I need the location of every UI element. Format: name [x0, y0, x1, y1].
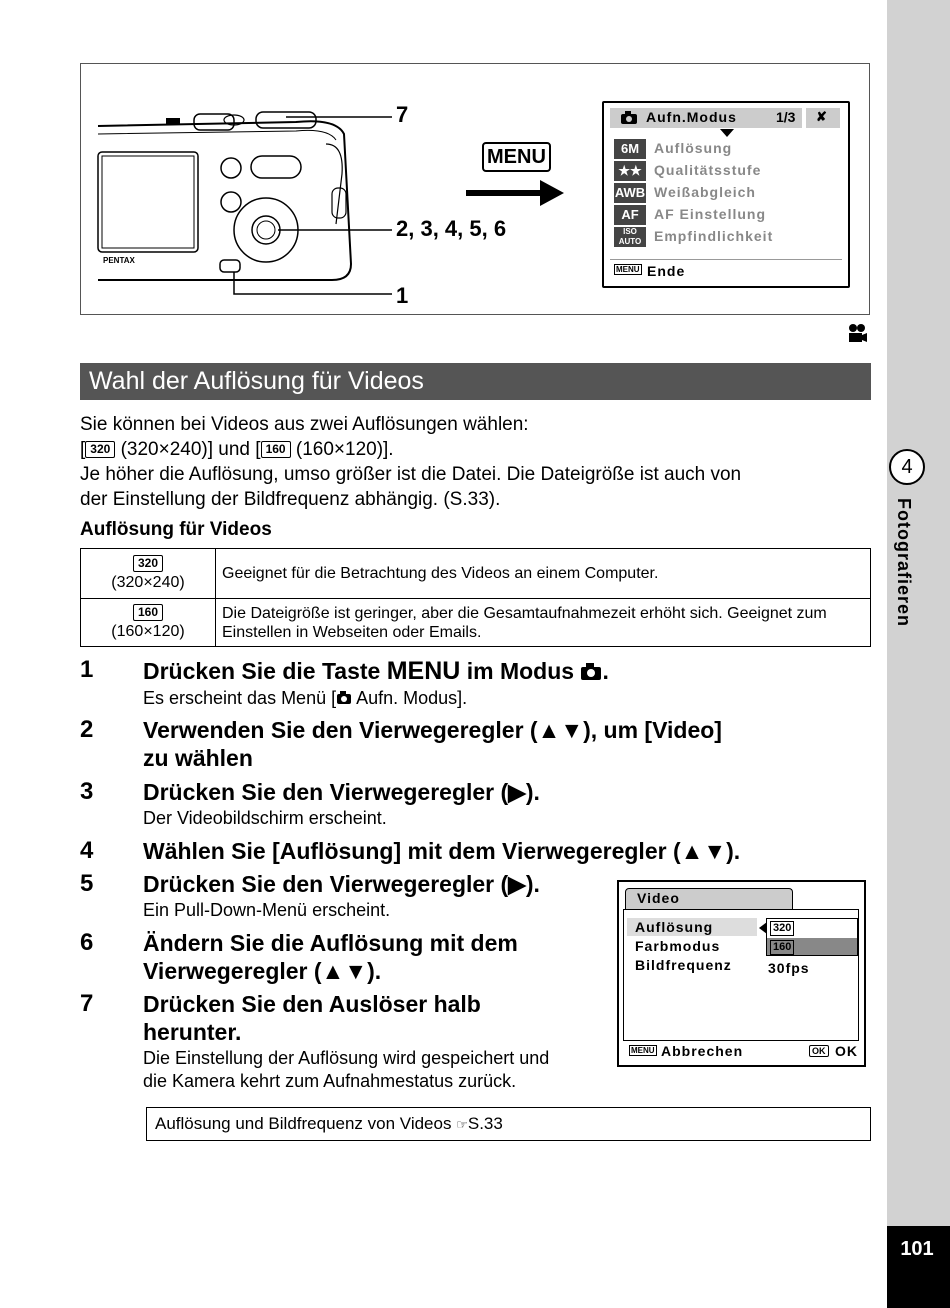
cancel-label: Abbrechen	[661, 1043, 744, 1059]
resolution-160-icon: 160	[770, 940, 794, 955]
intro-text: (320×240)] und [	[120, 439, 261, 460]
step-text: Drücken Sie die Taste	[143, 658, 387, 684]
menu-item-label: Qualitätsstufe	[654, 162, 762, 178]
step-text: Verwenden Sie den Vierwegeregler (▲▼), um [Video]	[143, 717, 722, 743]
ok-label: OK	[835, 1043, 858, 1059]
step-text: herunter.	[143, 1019, 242, 1045]
resolution-size: (160×120)	[111, 623, 185, 640]
side-tab	[887, 0, 950, 1308]
intro-line: [ 320 (320×240)] und [ 160 (160×120)].	[80, 439, 394, 460]
menu-key-icon: MENU	[631, 1046, 655, 1055]
step-title	[143, 929, 518, 985]
ok-key-icon: OK	[809, 1045, 829, 1057]
step-number: 3	[80, 778, 94, 805]
menu-item-icon: ISO AUTO	[614, 227, 646, 247]
resolution-320-icon: 320	[85, 441, 115, 458]
video-tab-label: Video	[637, 890, 680, 906]
step-title: Wählen Sie [Auflösung] mit dem Vierwegeregler (▲▼).	[143, 838, 741, 864]
table-heading: Auflösung für Videos	[80, 519, 272, 540]
page-number: 101	[900, 1238, 934, 1260]
table-row	[81, 549, 871, 599]
reference-pointer-icon: ☞	[456, 1117, 468, 1132]
menu-button-icon: MENU	[482, 142, 551, 172]
resolution-320-icon: 320	[133, 555, 163, 572]
step-title: Drücken Sie den Vierwegeregler (▶).	[143, 871, 540, 897]
table-row	[81, 599, 871, 647]
step-subtext: Der Videobildschirm erscheint.	[143, 808, 387, 828]
intro-line: der Einstellung der Bildfrequenz abhängig. (S.33).	[80, 489, 501, 510]
step-text: Ändern Sie die Auflösung mit dem	[143, 930, 518, 956]
step-text: .	[602, 658, 609, 684]
camera-illustration	[96, 104, 396, 304]
video-settings-screen	[617, 880, 866, 1067]
menu-item-icon: AWB	[614, 183, 646, 203]
menu-key-label: MENU	[386, 657, 461, 685]
setup-tab-icon: ✘	[816, 109, 827, 124]
chapter-label: Fotografieren	[894, 498, 914, 628]
step-text: Vierwegeregler (▲▼).	[143, 958, 382, 984]
menu-divider	[610, 259, 842, 260]
resolution-160-icon: 160	[261, 441, 291, 458]
step-title	[143, 716, 722, 772]
intro-text: (160×120)].	[295, 439, 394, 460]
step-number: 1	[80, 656, 94, 683]
camera-icon	[620, 111, 638, 125]
reference-page: S.33	[467, 1114, 503, 1133]
intro-line: Sie können bei Videos aus zwei Auflösungen wählen:	[80, 414, 529, 435]
step-title: Drücken Sie den Vierwegeregler (▶).	[143, 779, 540, 805]
menu-item-icon: AF	[614, 205, 646, 225]
setting-label: Farbmodus	[635, 938, 721, 954]
table-cell-description: Die Dateigröße ist geringer, aber die Gesamtaufnahmezeit erhöht sich. Geeignet zum Einstellen in Webseiten oder Emails.	[216, 599, 871, 647]
resolution-160-icon: 160	[133, 604, 163, 621]
menu-header-page: 1/3	[776, 109, 796, 125]
menu-item-label: AF Einstellung	[654, 206, 766, 222]
table-cell-resolution	[81, 549, 216, 599]
step-number: 4	[80, 837, 94, 864]
reference-label: Auflösung und Bildfrequenz von Videos	[155, 1114, 452, 1133]
callout-2-6: 2, 3, 4, 5, 6	[396, 216, 507, 241]
menu-key-icon: MENU	[616, 265, 640, 274]
step-subtext	[143, 1047, 549, 1093]
step-text: die Kamera kehrt zum Aufnahmestatus zurück.	[143, 1071, 517, 1091]
intro-paragraph	[80, 412, 870, 512]
arrow-right-icon	[466, 180, 566, 206]
camera-icon	[336, 691, 352, 705]
framerate-value: 30fps	[768, 960, 810, 976]
intro-line: Je höher die Auflösung, umso größer ist die Datei. Die Dateigröße ist auch von	[80, 464, 742, 485]
step-text: im Modus	[460, 658, 581, 684]
table-cell-resolution	[81, 599, 216, 647]
step-text: Aufn. Modus].	[352, 688, 468, 708]
step-text: zu wählen	[143, 745, 253, 771]
section-title: Wahl der Auflösung für Videos	[89, 367, 424, 395]
step-title	[143, 990, 481, 1046]
reference-box	[146, 1107, 871, 1141]
step-number: 6	[80, 929, 94, 956]
movie-mode-icon	[845, 323, 867, 343]
setting-label: Auflösung	[635, 919, 714, 935]
table-cell-description: Geeignet für die Betrachtung des Videos an einem Computer.	[216, 549, 871, 599]
step-number: 2	[80, 716, 94, 743]
setting-label: Bildfrequenz	[635, 957, 732, 973]
step-number: 5	[80, 870, 94, 897]
step-text: Drücken Sie den Auslöser halb	[143, 991, 481, 1017]
menu-item-label: Auflösung	[654, 140, 733, 156]
menu-item-label: Empfindlichkeit	[654, 228, 774, 244]
camera-brand: PENTAX	[103, 256, 135, 265]
step-text: Die Einstellung der Auflösung wird gespeichert und	[143, 1048, 550, 1068]
resolution-320-icon: 320	[770, 921, 794, 936]
menu-item-icon: 6M	[614, 139, 646, 159]
callout-1: 1	[396, 283, 409, 308]
triangle-down-icon	[720, 129, 734, 137]
menu-item-label: Weißabgleich	[654, 184, 756, 200]
reference-text	[155, 1114, 503, 1134]
step-subtext	[143, 687, 467, 710]
resolution-table	[80, 548, 871, 647]
step-number: 7	[80, 990, 94, 1017]
menu-header-title: Aufn.Modus	[646, 109, 737, 125]
resolution-size: (320×240)	[111, 574, 185, 591]
chapter-number: 4	[889, 449, 925, 485]
menu-footer-label: Ende	[647, 263, 686, 279]
step-text: Es erscheint das Menü [	[143, 688, 337, 708]
camera-menu-screen	[602, 101, 850, 288]
step-title	[143, 657, 609, 685]
camera-icon	[580, 663, 602, 681]
step-subtext: Ein Pull-Down-Menü erscheint.	[143, 900, 391, 920]
callout-7: 7	[396, 102, 409, 127]
menu-item-icon: ★★	[614, 161, 646, 181]
